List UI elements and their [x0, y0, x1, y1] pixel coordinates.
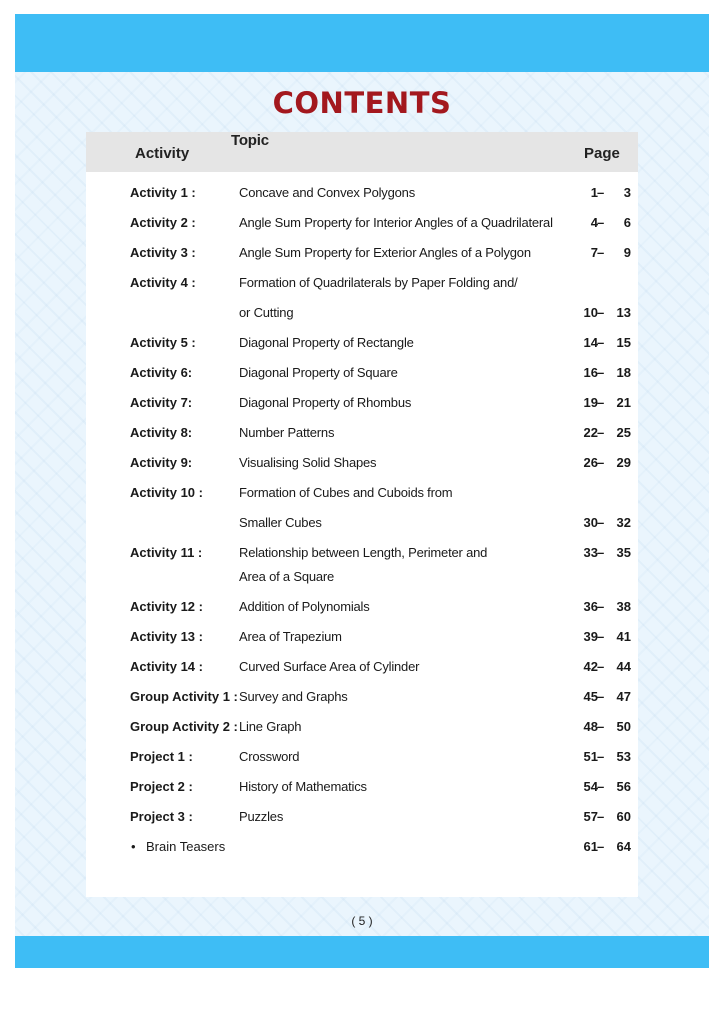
table-row	[86, 185, 638, 203]
row-label: Activity 5 :	[130, 335, 196, 350]
page-range-separator: –	[597, 839, 605, 854]
page-start: 57	[583, 809, 598, 824]
page-range-separator: –	[597, 749, 605, 764]
row-topic: History of Mathematics	[239, 779, 367, 794]
page-end: 38	[616, 599, 631, 614]
table-row	[86, 749, 638, 767]
page-range-separator: –	[597, 515, 605, 530]
row-label: Activity 4 :	[130, 275, 196, 290]
row-topic: Area of Trapezium	[239, 629, 342, 644]
row-label: Activity 3 :	[130, 245, 196, 260]
page-end: 64	[616, 839, 631, 854]
row-label: Activity 8:	[130, 425, 193, 440]
page-range-separator: –	[597, 599, 605, 614]
page-end: 6	[623, 215, 631, 230]
page-start: 54	[583, 779, 598, 794]
page-end: 32	[616, 515, 631, 530]
table-row	[86, 629, 638, 647]
row-topic: or Cutting	[239, 305, 294, 320]
table-row	[86, 779, 638, 797]
row-label: Group Activity 1 :	[130, 689, 238, 704]
page-end: 50	[616, 719, 631, 734]
table-row	[86, 275, 638, 293]
row-topic: Survey and Graphs	[239, 689, 348, 704]
table-row	[86, 245, 638, 263]
page-start: 33	[583, 545, 598, 560]
table-body	[86, 132, 638, 897]
table-row	[86, 569, 638, 587]
row-topic: Formation of Quadrilaterals by Paper Folding and/	[239, 275, 518, 290]
row-label: Activity 14 :	[130, 659, 203, 674]
row-topic: Curved Surface Area of Cylinder	[239, 659, 420, 674]
page-start: 48	[583, 719, 598, 734]
header-topic: Topic	[231, 132, 269, 149]
row-topic: Area of a Square	[239, 569, 335, 584]
page-start: 19	[583, 395, 598, 410]
page-start: 26	[583, 455, 598, 470]
row-label: Activity 9:	[130, 455, 193, 470]
row-topic: Formation of Cubes and Cuboids from	[239, 485, 453, 500]
row-topic: Addition of Polynomials	[239, 599, 370, 614]
page-range-separator: –	[597, 245, 605, 260]
page-number: ( 5 )	[351, 914, 373, 928]
page-start: 30	[583, 515, 598, 530]
table-row	[86, 395, 638, 413]
row-topic: Number Patterns	[239, 425, 335, 440]
table-row	[86, 425, 638, 443]
row-topic: Puzzles	[239, 809, 284, 824]
table-row	[86, 719, 638, 737]
page-end: 29	[616, 455, 631, 470]
table-row	[86, 515, 638, 533]
page-end: 9	[623, 245, 631, 260]
page-range-separator: –	[597, 215, 605, 230]
page-range-separator: –	[597, 365, 605, 380]
row-topic: Crossword	[239, 749, 300, 764]
table-row	[86, 335, 638, 353]
row-topic: Angle Sum Property for Interior Angles of a Quadrilateral	[239, 215, 553, 230]
page-range-separator: –	[597, 455, 605, 470]
page-range-separator: –	[597, 809, 605, 824]
page-range-separator: –	[597, 395, 605, 410]
page-end: 21	[616, 395, 631, 410]
page-range-separator: –	[597, 689, 605, 704]
row-topic: Diagonal Property of Rectangle	[239, 335, 414, 350]
row-topic: Smaller Cubes	[239, 515, 322, 530]
page-start: 10	[583, 305, 598, 320]
page-range-separator: –	[597, 425, 605, 440]
page-start: 36	[583, 599, 598, 614]
row-label: Activity 10 :	[130, 485, 203, 500]
table-row	[86, 689, 638, 707]
page-range-separator: –	[597, 545, 605, 560]
page-start: 39	[583, 629, 598, 644]
page-start: 4	[590, 215, 598, 230]
row-label: Activity 11 :	[130, 545, 203, 560]
page-range-separator: –	[597, 335, 605, 350]
top-color-band	[15, 14, 709, 72]
page-end: 18	[616, 365, 631, 380]
table-row	[86, 455, 638, 473]
page-end: 13	[616, 305, 631, 320]
row-label: Activity 1 :	[130, 185, 196, 200]
row-label: Project 2 :	[130, 779, 193, 794]
row-topic: Diagonal Property of Rhombus	[239, 395, 412, 410]
page-end: 35	[616, 545, 631, 560]
row-label: Activity 13 :	[130, 629, 203, 644]
page-start: 14	[583, 335, 598, 350]
page-end: 41	[616, 629, 631, 644]
table-row	[86, 365, 638, 383]
header-activity: Activity	[135, 145, 190, 162]
header-page: Page	[584, 145, 620, 162]
table-row	[86, 305, 638, 323]
row-label: Activity 7:	[130, 395, 193, 410]
page-range-separator: –	[597, 629, 605, 644]
bottom-color-band	[15, 936, 709, 968]
row-label: Project 3 :	[130, 809, 193, 824]
bullet-icon: •	[131, 839, 136, 854]
page-start: 7	[590, 245, 598, 260]
page-start: 42	[583, 659, 598, 674]
page-range-separator: –	[597, 305, 605, 320]
row-topic: Angle Sum Property for Exterior Angles of a Polygon	[239, 245, 531, 260]
table-row	[86, 485, 638, 503]
table-row	[86, 215, 638, 233]
row-label: Activity 6:	[130, 365, 193, 380]
page-start: 45	[583, 689, 598, 704]
page-end: 25	[616, 425, 631, 440]
contents-table	[86, 132, 638, 897]
page-start: 61	[583, 839, 598, 854]
page-end: 56	[616, 779, 631, 794]
page-end: 15	[616, 335, 631, 350]
row-topic: Visualising Solid Shapes	[239, 455, 377, 470]
row-label: Activity 2 :	[130, 215, 196, 230]
page-end: 60	[616, 809, 631, 824]
page-start: 16	[583, 365, 598, 380]
table-row	[86, 545, 638, 563]
page-end: 3	[623, 185, 631, 200]
row-topic: Concave and Convex Polygons	[239, 185, 415, 200]
page-start: 22	[583, 425, 598, 440]
page-range-separator: –	[597, 719, 605, 734]
table-row	[86, 599, 638, 617]
page-range-separator: –	[597, 659, 605, 674]
table-row	[86, 659, 638, 677]
page-start: 1	[590, 185, 598, 200]
row-label: Project 1 :	[130, 749, 193, 764]
brain-teasers-label: Brain Teasers	[146, 839, 226, 854]
row-topic: Relationship between Length, Perimeter and	[239, 545, 488, 560]
page-end: 53	[616, 749, 631, 764]
row-label: Group Activity 2 :	[130, 719, 238, 734]
page-range-separator: –	[597, 185, 605, 200]
page-title: CONTENTS	[272, 86, 452, 120]
page-end: 44	[616, 659, 631, 674]
page-end: 47	[616, 689, 631, 704]
table-row	[86, 809, 638, 827]
row-topic: Diagonal Property of Square	[239, 365, 398, 380]
page-start: 51	[583, 749, 598, 764]
page-range-separator: –	[597, 779, 605, 794]
row-label: Activity 12 :	[130, 599, 203, 614]
brain-teasers-row	[86, 839, 638, 857]
row-topic: Line Graph	[239, 719, 302, 734]
